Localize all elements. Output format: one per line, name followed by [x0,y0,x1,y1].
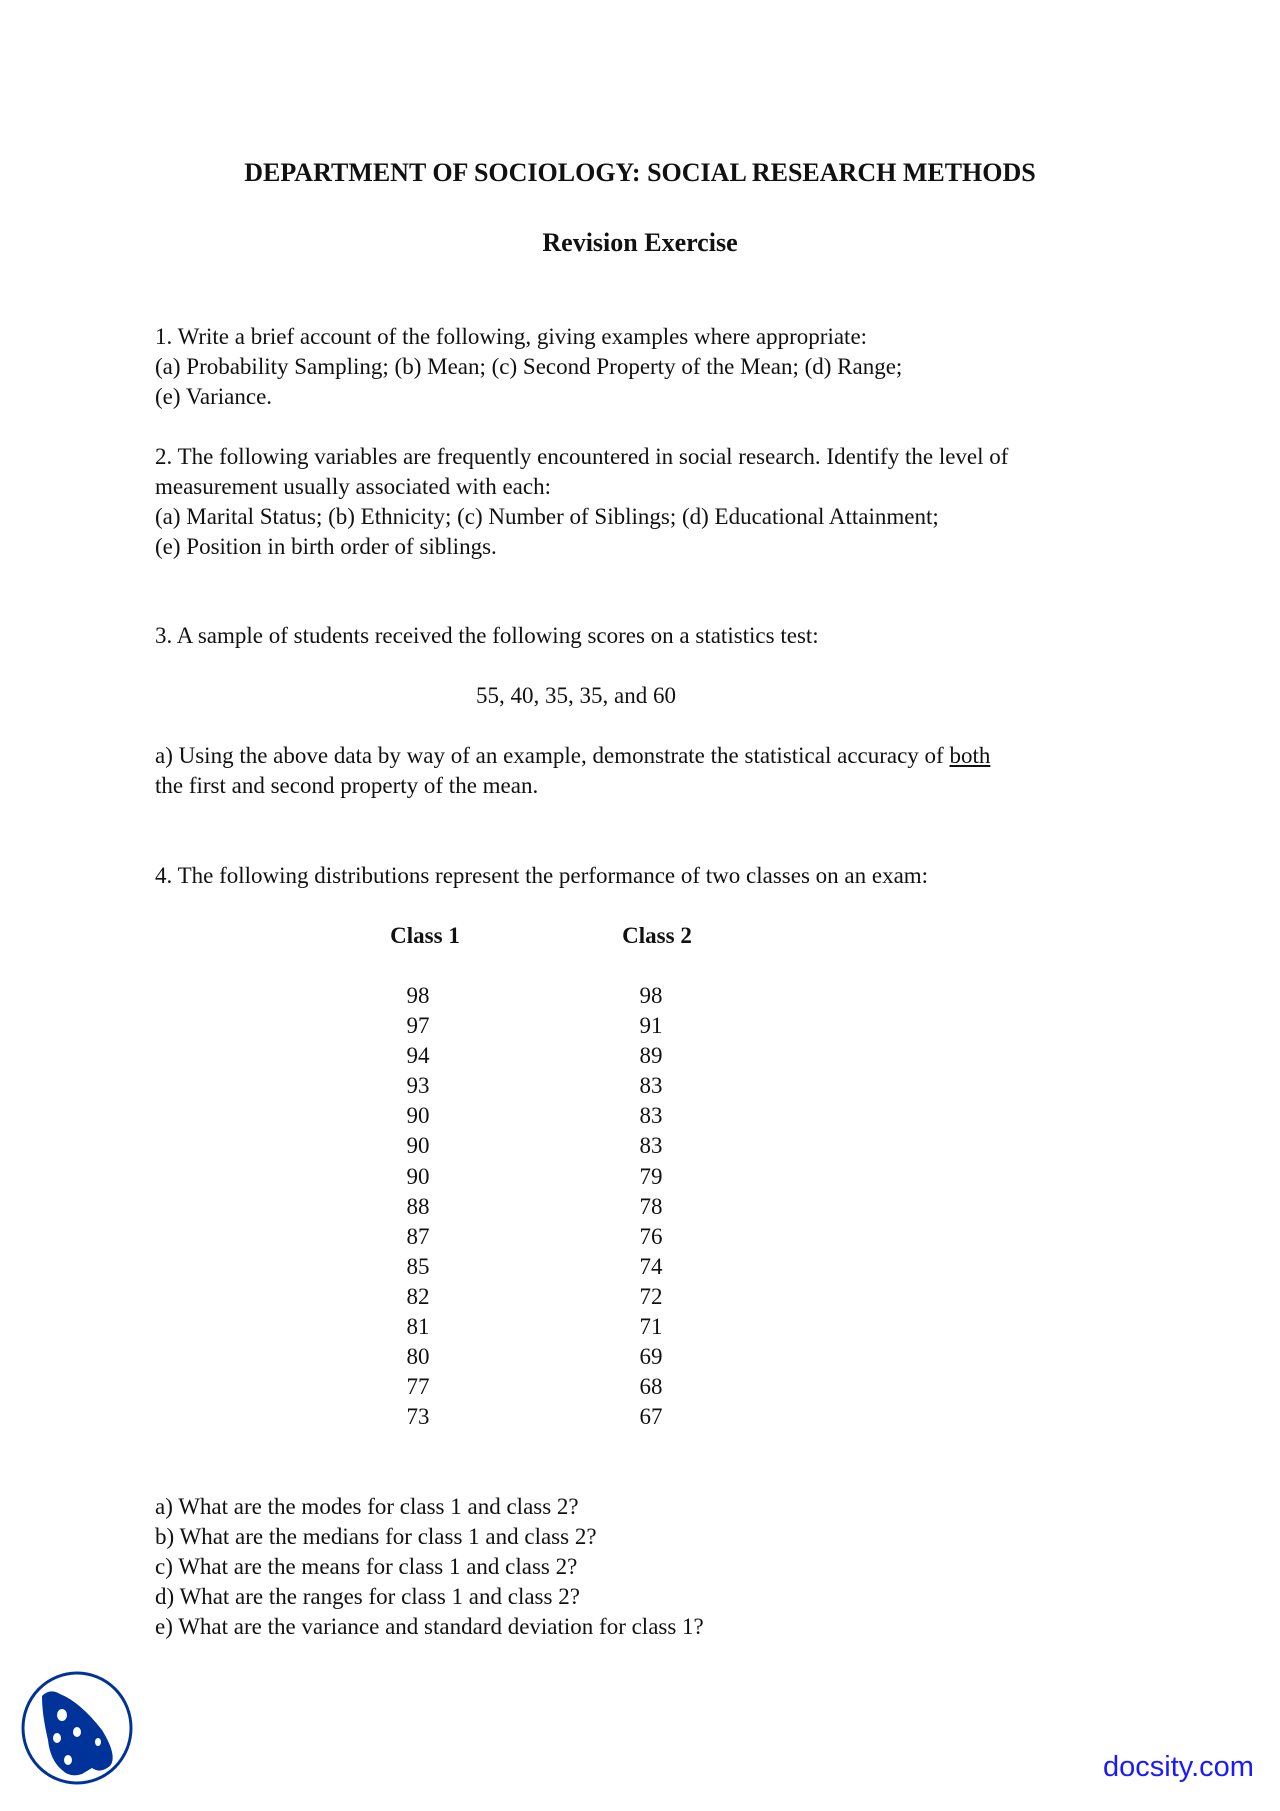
class-2-scores [591,981,711,1432]
q3-part-a [155,741,990,771]
class-2-score: 83 [639,1073,663,1099]
q2-line: measurement usually associated with each: [155,474,551,499]
q3-scores: 55, 40, 35, 35, and 60 [476,683,676,708]
q4-question: e) What are the variance and standard deviation for class 1? [155,1614,704,1639]
q2-line: (a) Marital Status; (b) Ethnicity; (c) Number of Siblings; (d) Educational Attainment; [155,504,939,529]
class-1-score: 90 [406,1133,430,1159]
class-1-score: 87 [406,1223,430,1249]
class-1-score: 82 [406,1283,430,1309]
class-2-score: 98 [639,983,663,1008]
class-1-scores [358,981,478,1432]
docsity-brand-link[interactable]: docsity.com [1103,1751,1254,1783]
class-2-header: Class 2 [622,923,692,948]
class-1-score: 73 [406,1404,430,1430]
class-1-score: 77 [406,1374,430,1400]
class-2-score: 71 [639,1314,663,1340]
class-2-score: 89 [639,1043,663,1069]
q3-part-a-line2: the first and second property of the mean. [155,773,539,798]
class-1-score: 97 [406,1013,430,1039]
q1-line: (a) Probability Sampling; (b) Mean; (c) Second Property of the Mean; (d) Range; [155,354,903,379]
class-1-score: 88 [406,1193,430,1219]
class-2-score: 79 [639,1163,663,1189]
document-title: DEPARTMENT OF SOCIOLOGY: SOCIAL RESEARCH METHODS [244,158,1036,187]
class-1-score: 85 [406,1253,430,1279]
class-2-score: 83 [639,1133,663,1159]
q1-line: 1. Write a brief account of the following, giving examples where appropriate: [155,324,868,349]
class-1-score: 94 [406,1043,430,1069]
q3-part-a-text: a) Using the above data by way of an example, demonstrate the statistical accuracy of [155,743,950,768]
class-1-header: Class 1 [390,923,460,948]
class-2-score: 74 [639,1253,663,1279]
q4-intro: 4. The following distributions represent the performance of two classes on an exam: [155,863,929,888]
q4-question: c) What are the means for class 1 and class 2? [155,1554,578,1579]
class-2-score: 76 [639,1223,663,1249]
class-2-score: 78 [639,1193,663,1219]
q2-line: (e) Position in birth order of siblings. [155,534,497,559]
class-2-score: 91 [639,1013,663,1039]
q4-question: a) What are the modes for class 1 and class 2? [155,1494,579,1519]
class-2-score: 67 [639,1404,663,1430]
docsity-logo-icon [20,1670,134,1786]
q2-line: 2. The following variables are frequently encountered in social research. Identify the level of [155,444,1009,469]
class-1-score: 80 [406,1344,430,1370]
class-1-score: 90 [406,1163,430,1189]
document-subtitle: Revision Exercise [542,228,738,257]
class-2-score: 68 [639,1374,663,1400]
class-2-score: 72 [639,1283,663,1309]
class-1-score: 93 [406,1073,430,1099]
q3-intro: 3. A sample of students received the following scores on a statistics test: [155,623,819,648]
class-2-score: 69 [639,1344,663,1370]
class-1-score: 81 [406,1314,430,1340]
q4-question: b) What are the medians for class 1 and class 2? [155,1524,597,1549]
q1-line: (e) Variance. [155,384,273,409]
class-2-score: 83 [639,1103,663,1129]
q4-question: d) What are the ranges for class 1 and class 2? [155,1584,580,1609]
class-1-score: 98 [406,983,430,1008]
q3-part-a-emphasis: both [949,743,991,768]
class-1-score: 90 [406,1103,430,1129]
